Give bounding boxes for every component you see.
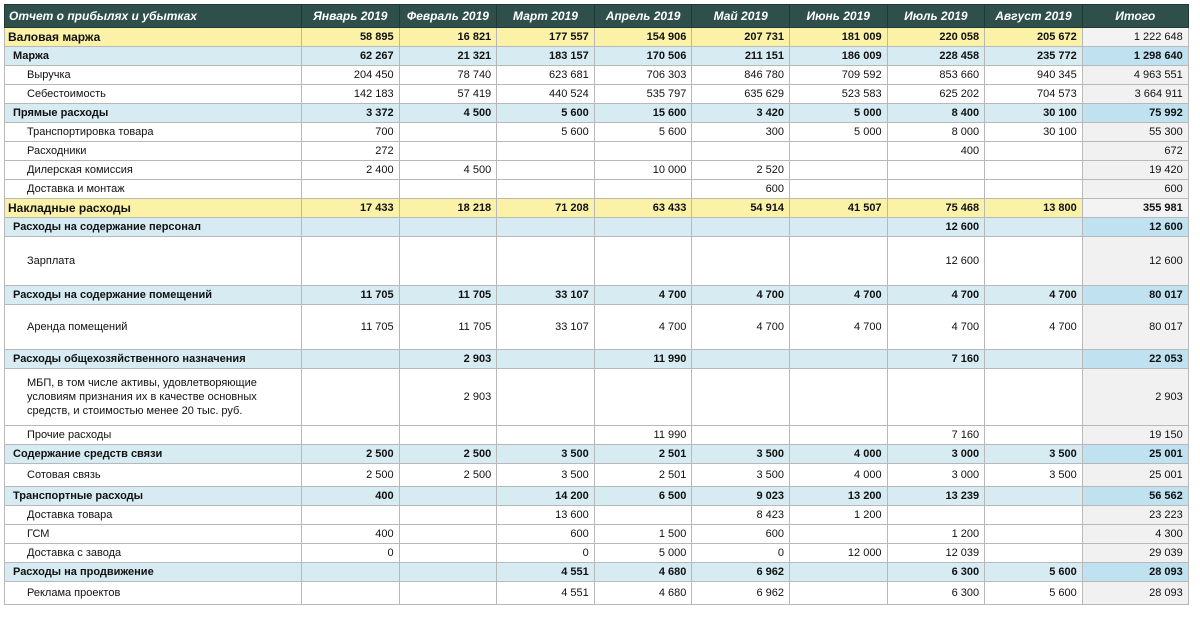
total-cell: 25 001 — [1082, 445, 1188, 464]
pnl-report — [4, 4, 1194, 605]
table-body — [5, 28, 1189, 605]
report-title: Отчет о прибылях и убытках — [5, 5, 302, 28]
table-cell — [399, 123, 497, 142]
table-cell: 13 239 — [887, 487, 985, 506]
table-cell: 704 573 — [985, 85, 1083, 104]
section-row — [5, 47, 1189, 66]
table-cell: 4 700 — [985, 305, 1083, 350]
row-label: Содержание средств связи — [5, 445, 302, 464]
table-row — [5, 85, 1189, 104]
table-cell — [594, 237, 692, 286]
total-cell: 12 600 — [1082, 237, 1188, 286]
table-cell — [692, 237, 790, 286]
table-cell — [594, 506, 692, 525]
table-cell: 600 — [497, 525, 595, 544]
table-cell: 400 — [302, 487, 400, 506]
table-cell: 17 433 — [302, 199, 400, 218]
table-cell: 4 000 — [789, 464, 887, 487]
table-row — [5, 180, 1189, 199]
table-cell — [692, 426, 790, 445]
section-row — [5, 286, 1189, 305]
table-cell — [692, 142, 790, 161]
table-cell — [399, 582, 497, 605]
row-label: Выручка — [5, 66, 302, 85]
section-row — [5, 350, 1189, 369]
total-cell: 19 150 — [1082, 426, 1188, 445]
table-cell — [985, 525, 1083, 544]
total-cell: 80 017 — [1082, 286, 1188, 305]
table-cell: 4 680 — [594, 582, 692, 605]
row-label: Расходы на содержание персонал — [5, 218, 302, 237]
table-cell: 2 903 — [399, 350, 497, 369]
table-cell: 41 507 — [789, 199, 887, 218]
month-header: Январь 2019 — [302, 5, 400, 28]
table-cell: 12 600 — [887, 237, 985, 286]
table-cell: 11 990 — [594, 426, 692, 445]
table-cell: 3 500 — [985, 445, 1083, 464]
table-cell: 63 433 — [594, 199, 692, 218]
row-label: Расходы на продвижение — [5, 563, 302, 582]
table-cell: 14 200 — [497, 487, 595, 506]
row-label: Доставка товара — [5, 506, 302, 525]
table-cell: 6 300 — [887, 582, 985, 605]
table-cell: 3 000 — [887, 464, 985, 487]
table-cell: 5 600 — [497, 104, 595, 123]
total-cell: 19 420 — [1082, 161, 1188, 180]
table-cell: 78 740 — [399, 66, 497, 85]
row-label: Доставка и монтаж — [5, 180, 302, 199]
table-cell: 1 200 — [789, 506, 887, 525]
section-row — [5, 563, 1189, 582]
table-cell: 9 023 — [692, 487, 790, 506]
row-label: Маржа — [5, 47, 302, 66]
row-label: Расходы общехозяйственного назначения — [5, 350, 302, 369]
table-cell — [692, 218, 790, 237]
table-cell: 4 700 — [887, 305, 985, 350]
table-cell: 2 501 — [594, 464, 692, 487]
table-cell: 4 551 — [497, 563, 595, 582]
table-cell: 186 009 — [789, 47, 887, 66]
table-cell — [497, 142, 595, 161]
table-cell: 8 400 — [887, 104, 985, 123]
table-cell: 300 — [692, 123, 790, 142]
table-row — [5, 426, 1189, 445]
month-header: Июнь 2019 — [789, 5, 887, 28]
table-cell — [985, 350, 1083, 369]
table-cell: 4 700 — [887, 286, 985, 305]
table-cell: 5 600 — [594, 123, 692, 142]
table-cell: 2 500 — [399, 464, 497, 487]
table-cell: 0 — [497, 544, 595, 563]
month-header: Март 2019 — [497, 5, 595, 28]
table-cell: 2 501 — [594, 445, 692, 464]
table-cell — [789, 525, 887, 544]
total-cell: 29 039 — [1082, 544, 1188, 563]
table-cell: 3 500 — [692, 445, 790, 464]
table-cell: 11 705 — [302, 286, 400, 305]
table-cell — [302, 506, 400, 525]
table-cell — [789, 426, 887, 445]
table-cell: 12 000 — [789, 544, 887, 563]
table-cell: 15 600 — [594, 104, 692, 123]
table-cell — [497, 426, 595, 445]
row-label: Прочие расходы — [5, 426, 302, 445]
table-cell: 2 500 — [399, 445, 497, 464]
table-cell — [985, 180, 1083, 199]
month-header: Июль 2019 — [887, 5, 985, 28]
table-cell — [302, 237, 400, 286]
table-cell: 8 000 — [887, 123, 985, 142]
table-cell: 400 — [302, 525, 400, 544]
table-cell: 6 962 — [692, 563, 790, 582]
table-cell: 5 600 — [985, 582, 1083, 605]
table-cell: 154 906 — [594, 28, 692, 47]
table-cell — [399, 237, 497, 286]
table-cell: 181 009 — [789, 28, 887, 47]
table-cell — [887, 180, 985, 199]
table-cell: 4 700 — [789, 305, 887, 350]
total-cell: 22 053 — [1082, 350, 1188, 369]
table-row — [5, 544, 1189, 563]
table-cell: 177 557 — [497, 28, 595, 47]
table-cell — [399, 142, 497, 161]
table-cell: 205 672 — [985, 28, 1083, 47]
table-cell: 12 600 — [887, 218, 985, 237]
total-cell: 4 300 — [1082, 525, 1188, 544]
table-row — [5, 525, 1189, 544]
table-cell: 5 000 — [789, 123, 887, 142]
row-label: Транспортировка товара — [5, 123, 302, 142]
month-header: Апрель 2019 — [594, 5, 692, 28]
total-cell: 56 562 — [1082, 487, 1188, 506]
table-cell: 3 420 — [692, 104, 790, 123]
table-cell: 4 700 — [692, 305, 790, 350]
row-label: Сотовая связь — [5, 464, 302, 487]
table-cell: 71 208 — [497, 199, 595, 218]
table-cell: 1 500 — [594, 525, 692, 544]
total-cell: 25 001 — [1082, 464, 1188, 487]
table-cell: 4 700 — [692, 286, 790, 305]
table-cell — [302, 369, 400, 426]
table-row — [5, 66, 1189, 85]
table-cell — [497, 180, 595, 199]
table-cell: 6 962 — [692, 582, 790, 605]
table-cell — [692, 369, 790, 426]
table-cell: 7 160 — [887, 350, 985, 369]
table-cell: 635 629 — [692, 85, 790, 104]
table-cell: 600 — [692, 525, 790, 544]
table-cell — [985, 369, 1083, 426]
table-cell — [399, 218, 497, 237]
table-cell — [887, 161, 985, 180]
table-cell — [985, 426, 1083, 445]
table-cell — [399, 544, 497, 563]
table-cell: 853 660 — [887, 66, 985, 85]
table-row — [5, 123, 1189, 142]
table-cell — [789, 563, 887, 582]
table-cell: 211 151 — [692, 47, 790, 66]
table-cell: 2 400 — [302, 161, 400, 180]
table-cell — [789, 237, 887, 286]
row-label: Дилерская комиссия — [5, 161, 302, 180]
table-cell: 1 200 — [887, 525, 985, 544]
header-row — [5, 5, 1189, 28]
total-cell: 1 222 648 — [1082, 28, 1188, 47]
section-row — [5, 218, 1189, 237]
table-cell: 700 — [302, 123, 400, 142]
table-cell: 4 000 — [789, 445, 887, 464]
table-cell — [594, 369, 692, 426]
table-cell — [302, 218, 400, 237]
table-row — [5, 506, 1189, 525]
table-cell — [789, 218, 887, 237]
table-cell — [497, 218, 595, 237]
table-cell: 0 — [692, 544, 790, 563]
table-cell: 709 592 — [789, 66, 887, 85]
table-cell — [497, 369, 595, 426]
table-row — [5, 369, 1189, 426]
table-cell: 30 100 — [985, 104, 1083, 123]
section-row — [5, 104, 1189, 123]
table-row — [5, 464, 1189, 487]
row-label: Себестоимость — [5, 85, 302, 104]
table-cell: 5 000 — [594, 544, 692, 563]
table-cell — [302, 426, 400, 445]
total-cell: 23 223 — [1082, 506, 1188, 525]
table-cell: 3 500 — [497, 464, 595, 487]
table-cell — [789, 350, 887, 369]
total-cell: 4 963 551 — [1082, 66, 1188, 85]
row-label: Накладные расходы — [5, 199, 302, 218]
table-cell: 170 506 — [594, 47, 692, 66]
row-label: ГСМ — [5, 525, 302, 544]
total-cell: 55 300 — [1082, 123, 1188, 142]
table-cell: 4 500 — [399, 104, 497, 123]
table-cell: 3 500 — [497, 445, 595, 464]
row-label: Расходники — [5, 142, 302, 161]
table-cell: 13 200 — [789, 487, 887, 506]
table-cell: 4 500 — [399, 161, 497, 180]
table-cell — [887, 369, 985, 426]
table-cell — [789, 582, 887, 605]
table-cell: 235 772 — [985, 47, 1083, 66]
table-cell: 58 895 — [302, 28, 400, 47]
summary-row — [5, 199, 1189, 218]
table-cell: 4 700 — [789, 286, 887, 305]
month-header: Май 2019 — [692, 5, 790, 28]
table-cell: 846 780 — [692, 66, 790, 85]
table-cell: 8 423 — [692, 506, 790, 525]
table-cell: 4 680 — [594, 563, 692, 582]
table-cell: 2 520 — [692, 161, 790, 180]
table-cell — [399, 487, 497, 506]
section-row — [5, 445, 1189, 464]
total-cell: 75 992 — [1082, 104, 1188, 123]
table-cell: 4 551 — [497, 582, 595, 605]
table-cell: 0 — [302, 544, 400, 563]
table-cell: 3 372 — [302, 104, 400, 123]
table-row — [5, 142, 1189, 161]
table-cell — [399, 525, 497, 544]
table-cell: 12 039 — [887, 544, 985, 563]
table-cell — [302, 563, 400, 582]
table-cell: 400 — [887, 142, 985, 161]
table-cell: 142 183 — [302, 85, 400, 104]
table-cell — [692, 350, 790, 369]
total-cell: 600 — [1082, 180, 1188, 199]
row-label: Аренда помещений — [5, 305, 302, 350]
table-cell: 33 107 — [497, 305, 595, 350]
pnl-table — [4, 4, 1189, 605]
table-cell: 5 000 — [789, 104, 887, 123]
table-cell: 3 500 — [692, 464, 790, 487]
table-cell — [594, 180, 692, 199]
section-row — [5, 487, 1189, 506]
table-cell — [985, 544, 1083, 563]
row-label: Транспортные расходы — [5, 487, 302, 506]
total-cell: 672 — [1082, 142, 1188, 161]
table-cell — [789, 180, 887, 199]
table-row — [5, 582, 1189, 605]
table-cell: 16 821 — [399, 28, 497, 47]
table-cell: 5 600 — [985, 563, 1083, 582]
table-cell — [594, 218, 692, 237]
table-cell — [399, 426, 497, 445]
table-cell: 5 600 — [497, 123, 595, 142]
month-header: Февраль 2019 — [399, 5, 497, 28]
table-cell: 7 160 — [887, 426, 985, 445]
table-cell: 57 419 — [399, 85, 497, 104]
table-row — [5, 161, 1189, 180]
month-header: Август 2019 — [985, 5, 1083, 28]
table-cell: 272 — [302, 142, 400, 161]
table-cell: 30 100 — [985, 123, 1083, 142]
row-label: Реклама проектов — [5, 582, 302, 605]
table-cell: 220 058 — [887, 28, 985, 47]
table-cell: 523 583 — [789, 85, 887, 104]
table-cell — [399, 180, 497, 199]
table-cell — [399, 563, 497, 582]
table-cell — [985, 218, 1083, 237]
table-cell: 18 218 — [399, 199, 497, 218]
table-cell: 11 990 — [594, 350, 692, 369]
table-cell: 228 458 — [887, 47, 985, 66]
table-cell: 440 524 — [497, 85, 595, 104]
table-cell: 4 700 — [594, 286, 692, 305]
table-cell — [497, 161, 595, 180]
total-header: Итого — [1082, 5, 1188, 28]
table-cell: 10 000 — [594, 161, 692, 180]
table-cell — [302, 582, 400, 605]
table-cell — [985, 506, 1083, 525]
table-cell: 11 705 — [399, 286, 497, 305]
table-cell — [302, 180, 400, 199]
row-label: Прямые расходы — [5, 104, 302, 123]
table-cell — [789, 161, 887, 180]
table-cell: 4 700 — [594, 305, 692, 350]
table-row — [5, 305, 1189, 350]
table-cell: 6 500 — [594, 487, 692, 506]
row-label: Доставка с завода — [5, 544, 302, 563]
table-cell: 3 000 — [887, 445, 985, 464]
table-cell — [302, 350, 400, 369]
total-cell: 12 600 — [1082, 218, 1188, 237]
table-cell — [497, 350, 595, 369]
table-cell: 21 321 — [399, 47, 497, 66]
row-label: Зарплата — [5, 237, 302, 286]
table-cell: 54 914 — [692, 199, 790, 218]
table-cell — [985, 487, 1083, 506]
row-label: МБП, в том числе активы, удовлетворяющие условиям признания их в качестве основных средств, и стоимостью менее 20 тыс. руб. — [5, 369, 302, 426]
table-row — [5, 237, 1189, 286]
table-cell — [789, 369, 887, 426]
total-cell: 1 298 640 — [1082, 47, 1188, 66]
table-cell: 13 800 — [985, 199, 1083, 218]
row-label: Валовая маржа — [5, 28, 302, 47]
table-cell: 33 107 — [497, 286, 595, 305]
table-cell — [497, 237, 595, 286]
total-cell: 28 093 — [1082, 582, 1188, 605]
table-cell — [985, 161, 1083, 180]
table-cell: 3 500 — [985, 464, 1083, 487]
table-cell: 623 681 — [497, 66, 595, 85]
table-cell: 625 202 — [887, 85, 985, 104]
table-cell: 4 700 — [985, 286, 1083, 305]
table-cell — [887, 506, 985, 525]
table-cell — [985, 237, 1083, 286]
table-cell — [789, 142, 887, 161]
table-cell: 11 705 — [399, 305, 497, 350]
table-cell: 706 303 — [594, 66, 692, 85]
total-cell: 2 903 — [1082, 369, 1188, 426]
table-cell — [399, 506, 497, 525]
total-cell: 80 017 — [1082, 305, 1188, 350]
table-cell: 600 — [692, 180, 790, 199]
table-cell — [594, 142, 692, 161]
table-cell: 207 731 — [692, 28, 790, 47]
total-cell: 28 093 — [1082, 563, 1188, 582]
table-cell: 75 468 — [887, 199, 985, 218]
total-cell: 3 664 911 — [1082, 85, 1188, 104]
table-cell: 535 797 — [594, 85, 692, 104]
table-cell — [985, 142, 1083, 161]
table-cell: 183 157 — [497, 47, 595, 66]
table-cell: 11 705 — [302, 305, 400, 350]
table-cell: 940 345 — [985, 66, 1083, 85]
row-label: Расходы на содержание помещений — [5, 286, 302, 305]
table-cell: 2 500 — [302, 445, 400, 464]
table-cell: 13 600 — [497, 506, 595, 525]
table-cell: 62 267 — [302, 47, 400, 66]
summary-row — [5, 28, 1189, 47]
table-cell: 2 500 — [302, 464, 400, 487]
table-cell: 2 903 — [399, 369, 497, 426]
total-cell: 355 981 — [1082, 199, 1188, 218]
table-cell: 6 300 — [887, 563, 985, 582]
table-cell: 204 450 — [302, 66, 400, 85]
